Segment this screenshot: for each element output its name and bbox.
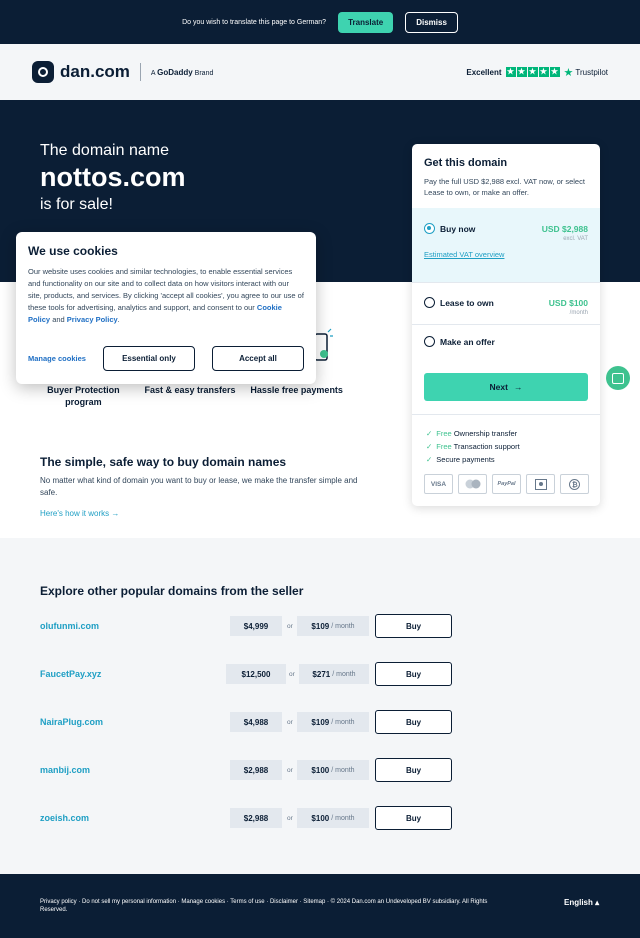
translate-button[interactable]: Translate <box>338 12 393 33</box>
logo[interactable] <box>32 61 213 83</box>
feature-hassle-free: Hassle free payments <box>250 385 343 395</box>
domain-link[interactable]: zoeish.com <box>40 813 90 823</box>
buy-button[interactable]: Buy <box>375 614 452 638</box>
buy-button[interactable]: Buy <box>375 806 452 830</box>
feature-fast-transfers: Fast & easy transfers <box>144 385 236 395</box>
domain-price: $4,988 <box>230 712 282 732</box>
domain-lease-price: $109 / month <box>297 616 369 636</box>
translate-bar <box>0 0 640 44</box>
dan-logo-icon <box>32 61 54 83</box>
or-label: or <box>287 766 293 774</box>
domain-lease-price: $100 / month <box>297 808 369 828</box>
how-it-works-link[interactable]: Here's how it works → <box>40 509 120 518</box>
feature-buyer-protection: Buyer Protection program <box>47 385 120 407</box>
card-description: Pay the full USD $2,988 excl. VAT now, or select Lease to own, or make an offer. <box>424 177 585 197</box>
lease-radio[interactable] <box>424 297 435 308</box>
cookie-policy-link[interactable]: Cookie Policy <box>28 303 282 324</box>
simple-text: No matter what kind of domain you want to buy or lease, we make the transfer simple and safe. <box>40 476 358 497</box>
buy-now-radio[interactable] <box>424 223 435 234</box>
vat-overview-link[interactable]: Estimated VAT overview <box>424 250 505 259</box>
site-footer <box>0 874 640 938</box>
or-label: or <box>289 670 295 678</box>
visa-icon: VISA <box>424 474 453 494</box>
essential-only-button[interactable]: Essential only <box>103 346 195 371</box>
domain-price: $2,988 <box>230 760 282 780</box>
domain-row <box>40 806 452 830</box>
arrow-right-icon: → <box>513 382 523 392</box>
domain-lease-price: $109 / month <box>297 712 369 732</box>
lease-sub: /month <box>569 310 588 316</box>
trustpilot-stars-icon: ★ ★ ★ ★ ★ <box>506 67 559 76</box>
domain-price: $4,999 <box>230 616 282 636</box>
benefit-item: ✓ Free Ownership transfer <box>426 429 518 438</box>
payment-methods <box>424 474 589 494</box>
or-label: or <box>287 718 293 726</box>
card-divider <box>412 324 600 325</box>
buy-button[interactable]: Buy <box>375 758 452 782</box>
hero-domain: nottos.com <box>40 162 186 192</box>
bitcoin-icon <box>560 474 589 494</box>
chevron-up-icon: ▴ <box>595 898 600 907</box>
or-label: or <box>287 622 293 630</box>
check-icon: ✓ <box>426 442 433 451</box>
bank-transfer-icon <box>526 474 555 494</box>
hero-line1: The domain name <box>40 142 169 159</box>
manage-cookies-link[interactable]: Manage cookies <box>28 354 86 363</box>
arrow-right-icon: → <box>111 509 120 518</box>
benefit-item: ✓ Secure payments <box>426 455 495 464</box>
domain-lease-price: $271 / month <box>299 664 369 684</box>
domain-link[interactable]: NairaPlug.com <box>40 717 104 727</box>
buy-now-label: Buy now <box>440 224 476 234</box>
card-title: Get this domain <box>424 157 508 169</box>
domain-link[interactable]: FaucetPay.xyz <box>40 669 102 679</box>
check-icon: ✓ <box>426 429 433 438</box>
domain-price: $2,988 <box>230 808 282 828</box>
paypal-icon: PayPal <box>492 474 521 494</box>
check-icon: ✓ <box>426 455 433 464</box>
card-divider <box>412 414 600 415</box>
benefits-list <box>426 427 520 466</box>
translate-message: Do you wish to translate this page to German? <box>182 18 327 26</box>
mastercard-icon <box>458 474 487 494</box>
privacy-policy-link[interactable]: Privacy Policy <box>66 315 118 324</box>
next-button[interactable]: Next → <box>424 373 588 401</box>
simple-section <box>40 455 360 518</box>
explore-title: Explore other popular domains from the seller <box>40 584 304 598</box>
domain-lease-price: $100 / month <box>297 760 369 780</box>
domain-row <box>40 710 452 734</box>
benefit-item: ✓ Free Transaction support <box>426 442 520 451</box>
trust-label: Excellent <box>466 67 502 77</box>
buy-now-sub: excl. VAT <box>563 236 588 242</box>
trustpilot-star-icon: ★ <box>563 66 574 79</box>
cookie-text: Our website uses cookies and similar technologies, to enable essential services and functionality on our site and to collect data on how visitors interact with our site, products, and services. By clicking 'accept all cookies', you agree to our use of these tools for advertising, analytics and support, and consent to our Cookie Policy and Privacy Policy. <box>28 267 304 324</box>
domain-row <box>40 758 452 782</box>
logo-divider <box>140 63 141 81</box>
lease-label: Lease to own <box>440 298 494 308</box>
simple-title: The simple, safe way to buy domain names <box>40 455 287 469</box>
or-label: or <box>287 814 293 822</box>
explore-section <box>0 538 640 874</box>
cookie-banner <box>16 232 316 384</box>
domain-price: $12,500 <box>226 664 286 684</box>
language-selector[interactable]: English ▴ <box>564 898 600 907</box>
offer-label: Make an offer <box>440 337 495 347</box>
svg-text:₿: ₿ <box>572 481 578 489</box>
purchase-card <box>412 144 600 506</box>
option-buy-now[interactable] <box>412 208 600 282</box>
hero-line3: is for sale! <box>40 196 113 213</box>
domain-row <box>40 614 452 638</box>
offer-radio[interactable] <box>424 336 435 347</box>
domain-link[interactable]: manbij.com <box>40 765 91 775</box>
cookie-title: We use cookies <box>28 244 118 258</box>
buy-button[interactable]: Buy <box>375 662 452 686</box>
domain-link[interactable]: olufunmi.com <box>40 621 99 631</box>
trustpilot-logo: ★ Trustpilot <box>563 66 608 79</box>
godaddy-brand: A GoDaddy Brand <box>150 67 214 77</box>
card-divider <box>412 282 600 283</box>
accept-all-button[interactable]: Accept all <box>212 346 304 371</box>
chat-icon[interactable] <box>606 366 630 390</box>
footer-links[interactable]: Privacy policy · Do not sell my personal information · Manage cookies · Terms of use · Disclaimer · Sitemap · © 2024 Dan.com an Undeveloped BV subsidiary. All Rights Reserved. <box>40 899 488 913</box>
dismiss-button[interactable]: Dismiss <box>405 12 458 33</box>
logo-text: dan.com <box>60 62 130 81</box>
buy-button[interactable]: Buy <box>375 710 452 734</box>
trustpilot-widget[interactable] <box>466 66 608 79</box>
site-header <box>0 44 640 100</box>
features <box>30 384 350 408</box>
buy-now-price: USD $2,988 <box>541 224 588 234</box>
domain-row <box>40 662 452 686</box>
lease-price: USD $100 <box>548 298 588 308</box>
